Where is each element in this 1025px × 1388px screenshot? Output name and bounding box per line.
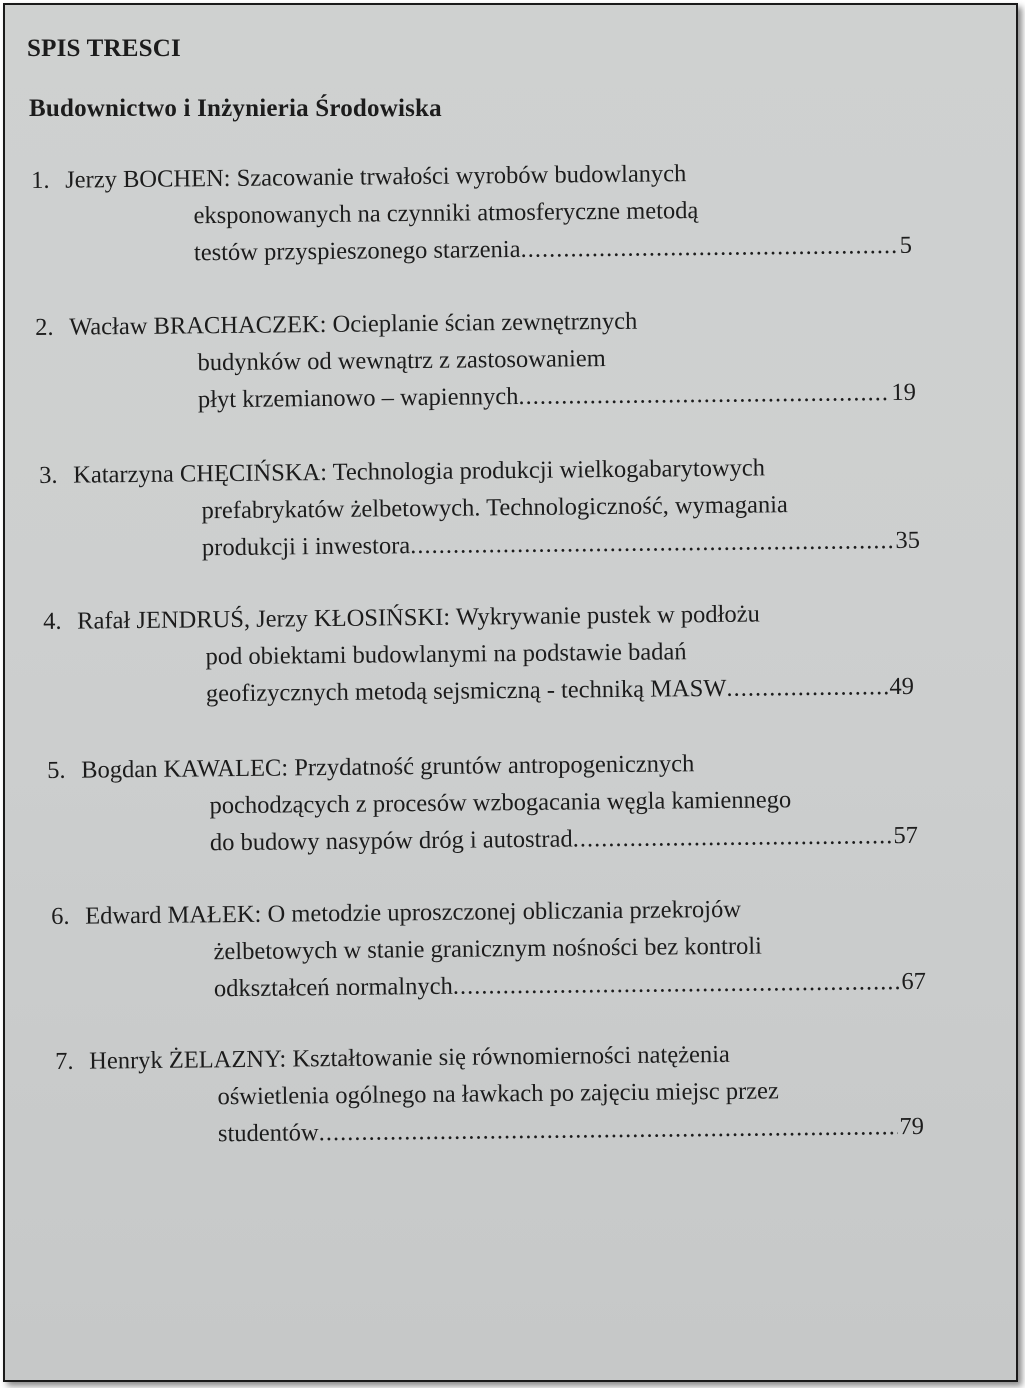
toc-entry-3: [39, 448, 920, 568]
leader-dots: [518, 374, 889, 415]
entry-title-continuation: eksponowanych na czynniki atmosferyczne metodą: [193, 197, 699, 230]
toc-entry-4: [43, 594, 914, 714]
entry-title-end: testów przyspieszonego starzenia: [193, 235, 521, 267]
entry-number: 6.: [51, 902, 70, 930]
entry-title-end: geofizycznych metodą sejsmiczną - techniką MASW: [205, 674, 727, 708]
entry-number: 7.: [55, 1047, 74, 1075]
entry-number: 1.: [31, 166, 50, 194]
toc-entry-1: [31, 153, 912, 273]
document-page: [3, 3, 1018, 1382]
entry-author-title: Rafał JENDRUŚ, Jerzy KŁOSIŃSKI: Wykrywanie pustek w podłożu: [77, 600, 760, 635]
entry-page-number: 19: [891, 378, 917, 407]
entry-page-number: 79: [899, 1112, 925, 1141]
entry-title-continuation: żelbetowych w stanie granicznym nośności bez kontroli: [213, 932, 763, 966]
entry-author-title: Wacław BRACHACZEK: Ocieplanie ścian zewnętrznych: [69, 307, 638, 341]
toc-entry-7: [55, 1034, 924, 1154]
entry-title-end: płyt krzemianowo – wapiennych: [197, 382, 519, 414]
entry-title-end: do budowy nasypów dróg i autostrad: [209, 825, 573, 857]
entry-author-title: Bogdan KAWALEC: Przydatność gruntów antropogenicznych: [81, 750, 695, 784]
leader-dots: [572, 817, 891, 857]
entry-author-title: Jerzy BOCHEN: Szacowanie trwałości wyrobów budowlanych: [65, 160, 687, 194]
entry-title-end: odkształceń normalnych: [213, 972, 453, 1003]
entry-title-continuation: oświetlenia ogólnego na ławkach po zajęciu miejsc przez: [217, 1077, 779, 1111]
entry-title-continuation: pod obiektami budowlanymi na podstawie badań: [205, 638, 687, 671]
entry-number: 2.: [35, 313, 54, 341]
leader-dots: [410, 522, 894, 564]
leader-dots: [453, 963, 900, 1005]
entry-number: 4.: [43, 607, 62, 635]
entry-title-continuation: budynków od wewnątrz z zastosowaniem: [197, 345, 606, 377]
leader-dots: [520, 227, 898, 268]
entry-number: 5.: [47, 756, 66, 784]
entry-author-title: Katarzyna CHĘCIŃSKA: Technologia produkcji wielkogabarytowych: [73, 454, 766, 489]
leader-dots: [318, 1108, 897, 1151]
entry-title-continuation: prefabrykatów żelbetowych. Technologiczność, wymagania: [201, 491, 788, 525]
entry-page-number: 57: [893, 821, 919, 850]
entry-author-title: Edward MAŁEK: O metodzie uproszczonej obliczania przekrojów: [85, 895, 742, 930]
entry-title-end: produkcji i inwestora: [201, 532, 411, 562]
toc-entry-5: [47, 743, 918, 863]
entry-page-number: 49: [889, 672, 915, 701]
toc-entry-6: [51, 889, 926, 1009]
entry-title-end: studentów: [217, 1119, 319, 1148]
section-title: Budownictwo i Inżynieria Środowiska: [29, 95, 442, 122]
leader-dots: [726, 668, 887, 707]
entry-title-continuation: pochodzących z procesów wzbogacania węgla kamiennego: [209, 786, 792, 820]
entry-page-number: 5: [899, 231, 913, 259]
entry-author-title: Henryk ŻELAZNY: Kształtowanie się równomierności natężenia: [89, 1040, 730, 1075]
toc-entry-2: [35, 300, 916, 420]
page-title: SPIS TRESCI: [27, 35, 181, 62]
entry-number: 3.: [39, 461, 58, 489]
entry-page-number: 67: [901, 967, 927, 996]
entry-page-number: 35: [895, 526, 921, 555]
